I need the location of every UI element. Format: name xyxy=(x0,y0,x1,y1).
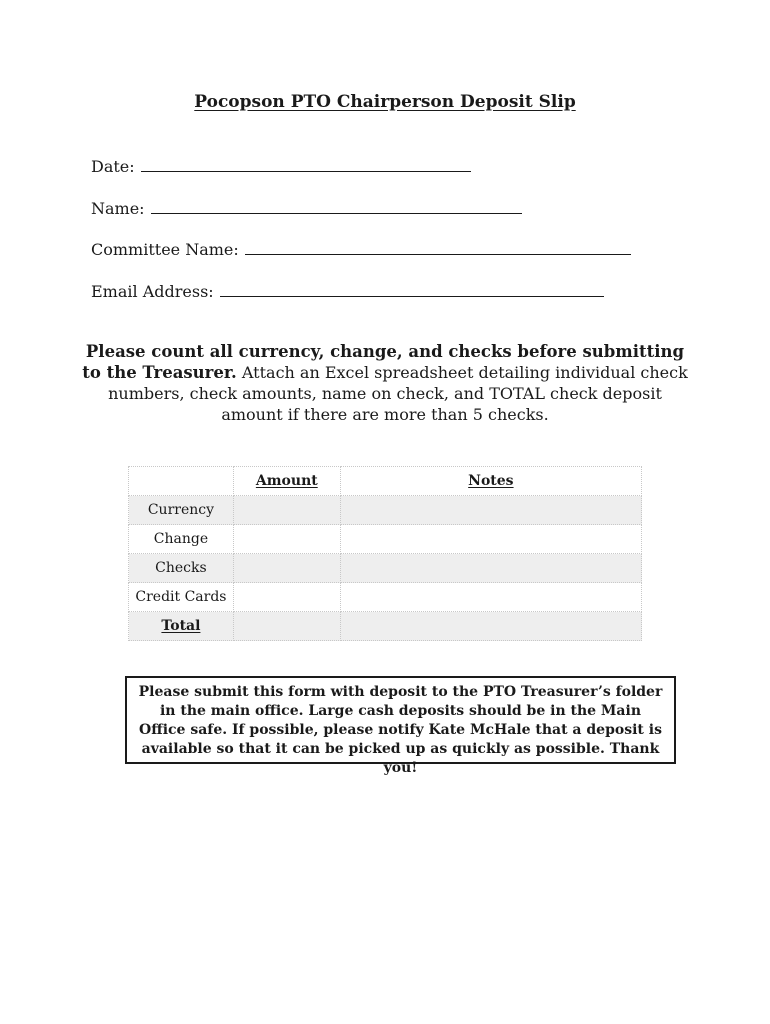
email-line[interactable] xyxy=(220,280,604,297)
change-amount-cell[interactable] xyxy=(233,525,340,554)
table-row xyxy=(129,525,642,554)
checks-amount-cell[interactable] xyxy=(233,554,340,583)
date-line[interactable] xyxy=(141,155,471,172)
instructions xyxy=(80,341,690,425)
row-label-change: Change xyxy=(129,525,234,554)
name-field xyxy=(91,197,522,218)
date-field xyxy=(91,155,471,176)
total-amount-cell[interactable] xyxy=(233,612,340,641)
change-notes-cell[interactable] xyxy=(340,525,641,554)
instructions-bold: Please count all currency, change, and checks before submitting to the Treasurer. xyxy=(82,342,685,382)
row-label-checks: Checks xyxy=(129,554,234,583)
credit-cards-notes-cell[interactable] xyxy=(340,583,641,612)
credit-cards-amount-cell[interactable] xyxy=(233,583,340,612)
page-title: Pocopson PTO Chairperson Deposit Slip xyxy=(194,92,576,112)
table-row xyxy=(129,554,642,583)
table-row xyxy=(129,496,642,525)
table-row xyxy=(129,612,642,641)
submission-notice: Please submit this form with deposit to the PTO Treasurer’s folder in the main office. Large cash deposits should be in the Main Office safe. If possible, please notify Kate McHale that a deposit is available so that it can be picked up as quickly as possible. Thank you! xyxy=(125,676,676,764)
checks-notes-cell[interactable] xyxy=(340,554,641,583)
name-line[interactable] xyxy=(151,197,522,214)
header-blank xyxy=(129,467,234,496)
total-notes-cell[interactable] xyxy=(340,612,641,641)
header-notes: Notes xyxy=(340,467,641,496)
instructions-body: Attach an Excel spreadsheet detailing individual check numbers, check amounts, name on check, and TOTAL check deposit amount if there are more than 5 checks. xyxy=(108,363,688,424)
table-header-row xyxy=(129,467,642,496)
date-label: Date: xyxy=(91,157,135,176)
currency-notes-cell[interactable] xyxy=(340,496,641,525)
committee-field xyxy=(91,238,631,259)
deposit-table xyxy=(128,466,642,641)
header-amount: Amount xyxy=(233,467,340,496)
name-label: Name: xyxy=(91,199,145,218)
email-label: Email Address: xyxy=(91,282,214,301)
table-row xyxy=(129,583,642,612)
email-field xyxy=(91,280,604,301)
committee-label: Committee Name: xyxy=(91,240,239,259)
committee-line[interactable] xyxy=(245,238,631,255)
currency-amount-cell[interactable] xyxy=(233,496,340,525)
row-label-total: Total xyxy=(129,612,234,641)
row-label-currency: Currency xyxy=(129,496,234,525)
row-label-credit-cards: Credit Cards xyxy=(129,583,234,612)
